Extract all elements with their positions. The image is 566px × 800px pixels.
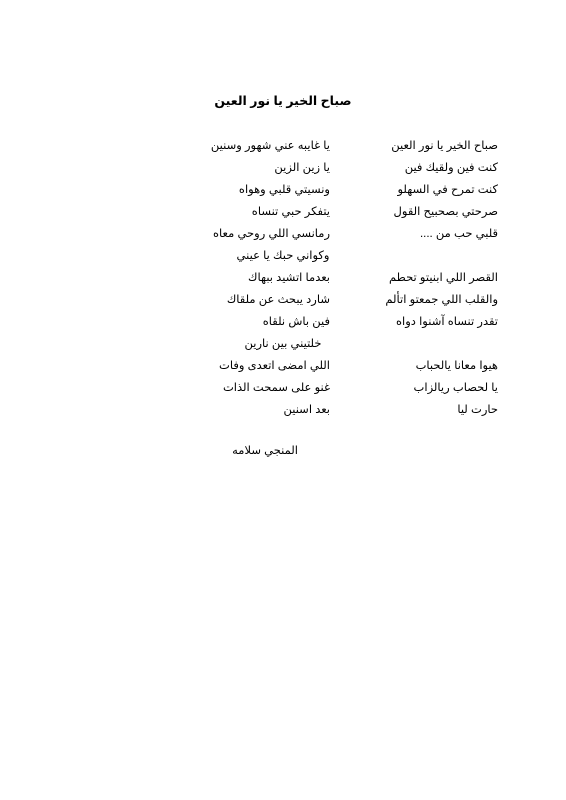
verse-line: القصر اللي ابنيتو تحطم <box>389 272 498 284</box>
verse-line: بعد اسنين <box>283 404 330 416</box>
verse-line: يا لحصاب ريالزاب <box>413 382 498 394</box>
verse-line: بعدما اتشيد ببهاك <box>248 272 330 284</box>
verse-line: غنو على سمحت الذات <box>222 382 330 394</box>
verse-line: فين باش نلقاه <box>262 316 330 328</box>
verse-line: كنت فين ولقيك فين <box>404 162 498 174</box>
verse-line: ونسيتي قلبي وهواه <box>238 184 330 196</box>
verse-line: كنت تمرح في السهلو <box>397 184 498 196</box>
verse-line: يا غايبه عني شهور وسنين <box>210 140 330 152</box>
verse-line: تقدر تنساه آشنوا دواه <box>396 316 498 328</box>
refrain-line: وكواني حبك يا عيني <box>236 250 330 262</box>
verse-line: والقلب اللي جمعتو اتألم <box>385 294 498 306</box>
verse-line: هيوا معانا يالحباب <box>415 360 498 372</box>
verse-line: اللي امضى اتعدى وفات <box>219 360 330 372</box>
refrain-line: خلتيني بين نارين <box>244 338 322 350</box>
verse-line: حارت ليا <box>457 404 498 416</box>
verse-line: رمانسي اللي روحي معاه <box>213 228 330 240</box>
poem-title: صباح الخير يا نور العين <box>214 94 352 108</box>
verse-line: شارد يبحث عن ملقاك <box>226 294 330 306</box>
verse-line: يتفكر حبي تنساه <box>251 206 330 218</box>
verse-line: يا زين الزين <box>274 162 330 174</box>
author-signature: المنجي سلامه <box>232 445 298 457</box>
verse-line: قلبي حب من .... <box>419 228 498 240</box>
verse-line: صباح الخير يا نور العين <box>391 140 498 152</box>
verse-line: صرحتي بصحبيح القول <box>393 206 498 218</box>
